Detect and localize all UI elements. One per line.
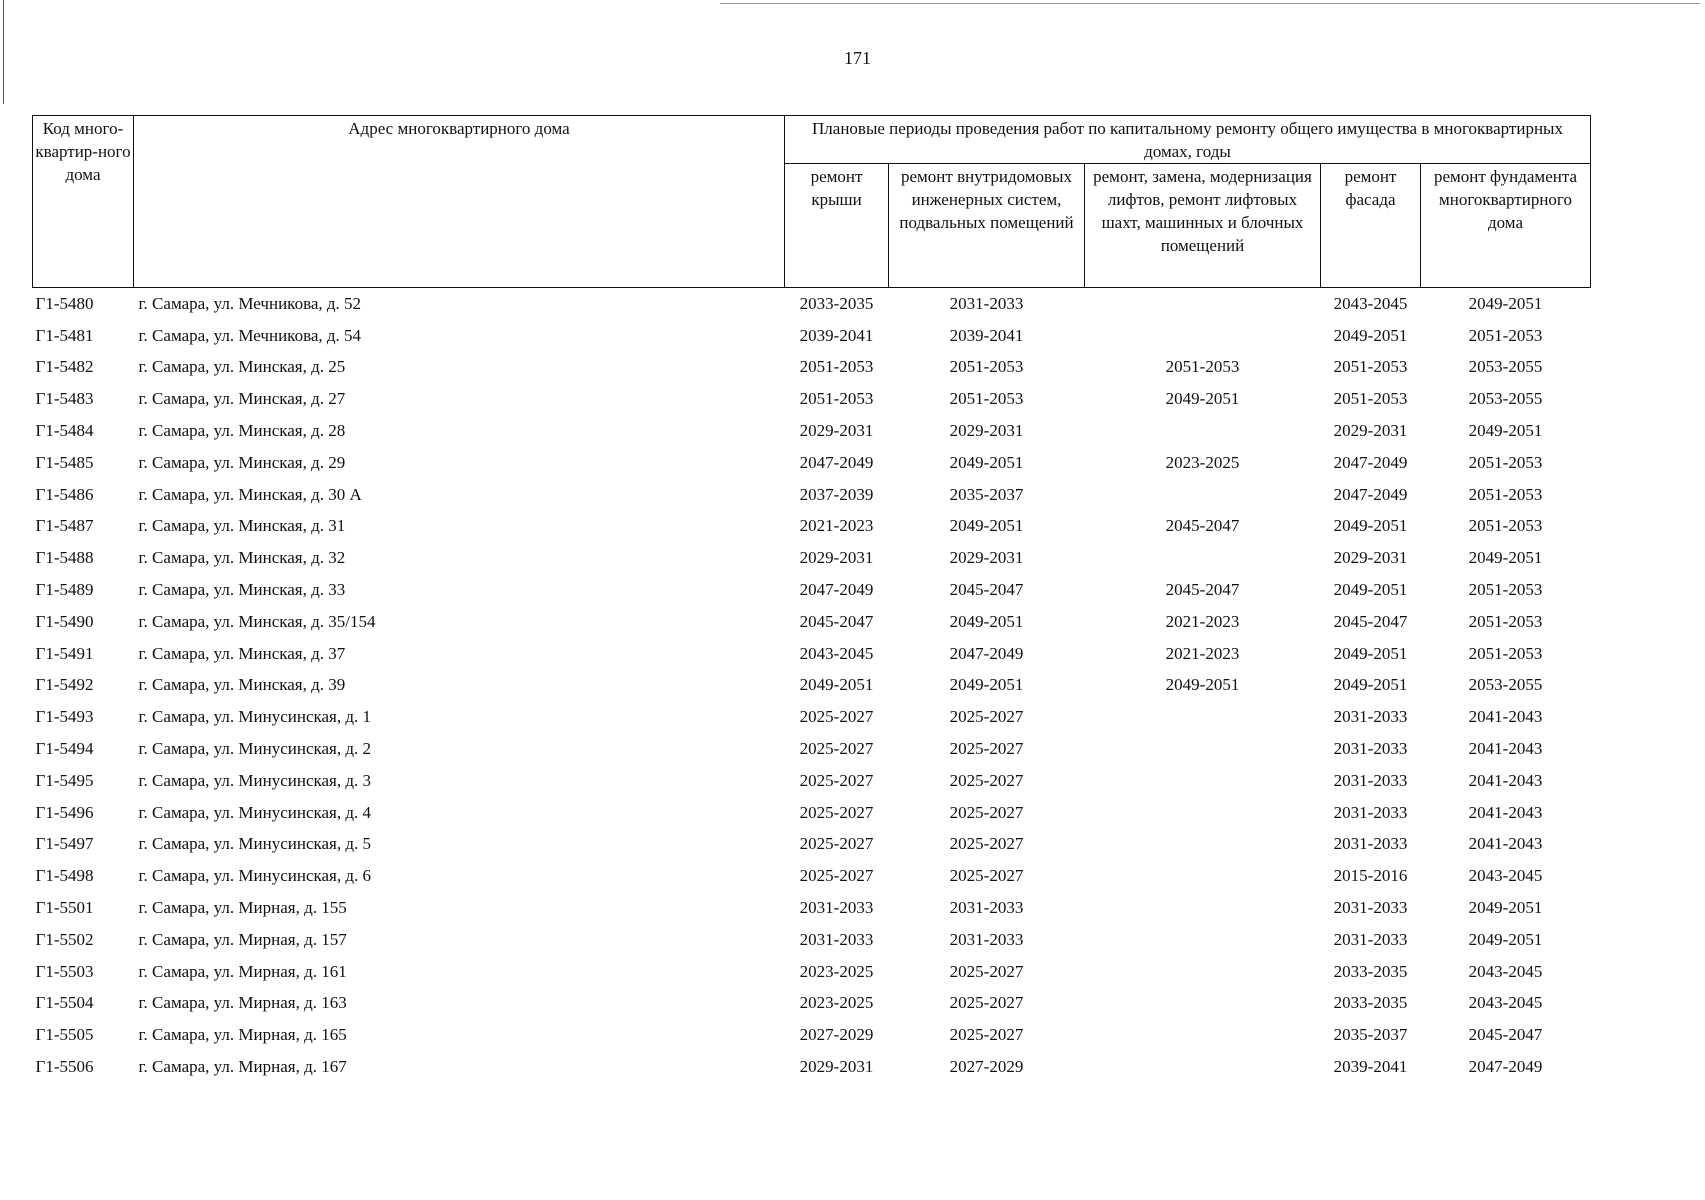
engineering-period-cell: 2025-2027 [949, 834, 1024, 854]
facade-period-cell: 2029-2031 [1333, 548, 1408, 568]
engineering-period-cell: 2025-2027 [949, 739, 1024, 759]
table-row [33, 892, 1591, 924]
facade-period-cell: 2031-2033 [1333, 802, 1408, 822]
address-cell: г. Самара, ул. Минусинская, д. 3 [138, 770, 372, 790]
table-row [33, 352, 1591, 384]
foundation-period-cell: 2041-2043 [1468, 739, 1543, 759]
column-group-header-periods: Плановые периоды проведения работ по капитальному ремонту общего имущества в многоквартирных домах, годы [785, 116, 1591, 164]
engineering-period-cell: 2025-2027 [949, 802, 1024, 822]
address-cell: г. Самара, ул. Минусинская, д. 6 [138, 866, 372, 886]
engineering-period-cell: 2049-2051 [949, 452, 1024, 472]
table-row [33, 542, 1591, 574]
lift-period-cell [1085, 288, 1321, 320]
roof-period-cell: 2047-2049 [799, 580, 874, 600]
lift-period-cell [1085, 924, 1321, 956]
table-row [33, 606, 1591, 638]
column-header-code: Код много-квартир-ного дома [33, 116, 134, 288]
engineering-period-cell: 2025-2027 [949, 993, 1024, 1013]
facade-period-cell: 2045-2047 [1333, 611, 1408, 631]
address-cell: г. Самара, ул. Минская, д. 27 [138, 389, 346, 409]
table-row [33, 1051, 1591, 1083]
engineering-period-cell: 2049-2051 [949, 675, 1024, 695]
lift-period-cell [1085, 765, 1321, 797]
house-code-cell: Г1-5487 [35, 516, 94, 536]
lift-period-cell: 2051-2053 [1165, 357, 1240, 377]
foundation-period-cell: 2041-2043 [1468, 834, 1543, 854]
table-row [33, 320, 1591, 352]
foundation-period-cell: 2051-2053 [1468, 611, 1543, 631]
engineering-period-cell: 2029-2031 [949, 421, 1024, 441]
house-code-cell: Г1-5505 [35, 1025, 94, 1045]
facade-period-cell: 2049-2051 [1333, 325, 1408, 345]
house-code-cell: Г1-5482 [35, 357, 94, 377]
house-code-cell: Г1-5494 [35, 739, 94, 759]
engineering-period-cell: 2025-2027 [949, 770, 1024, 790]
foundation-period-cell: 2045-2047 [1468, 1025, 1543, 1045]
address-cell: г. Самара, ул. Минская, д. 31 [138, 516, 346, 536]
table-row [33, 479, 1591, 511]
lift-period-cell [1085, 733, 1321, 765]
lift-period-cell [1085, 956, 1321, 988]
roof-period-cell: 2047-2049 [799, 452, 874, 472]
roof-period-cell: 2039-2041 [799, 325, 874, 345]
table-row [33, 733, 1591, 765]
house-code-cell: Г1-5484 [35, 421, 94, 441]
house-code-cell: Г1-5496 [35, 802, 94, 822]
repair-schedule-table [32, 115, 1591, 1083]
address-cell: г. Самара, ул. Минская, д. 33 [138, 580, 346, 600]
house-code-cell: Г1-5497 [35, 834, 94, 854]
house-code-cell: Г1-5501 [35, 898, 94, 918]
address-cell: г. Самара, ул. Мечникова, д. 52 [138, 293, 362, 313]
table-row [33, 765, 1591, 797]
lift-period-cell: 2023-2025 [1165, 452, 1240, 472]
roof-period-cell: 2051-2053 [799, 357, 874, 377]
engineering-period-cell: 2025-2027 [949, 1025, 1024, 1045]
foundation-period-cell: 2049-2051 [1468, 929, 1543, 949]
roof-period-cell: 2023-2025 [799, 993, 874, 1013]
address-cell: г. Самара, ул. Мирная, д. 167 [138, 1057, 347, 1077]
column-header-address: Адрес многоквартирного дома [134, 116, 785, 288]
address-cell: г. Самара, ул. Мирная, д. 161 [138, 961, 347, 981]
engineering-period-cell: 2051-2053 [949, 389, 1024, 409]
house-code-cell: Г1-5491 [35, 643, 94, 663]
foundation-period-cell: 2051-2053 [1468, 452, 1543, 472]
roof-period-cell: 2051-2053 [799, 389, 874, 409]
facade-period-cell: 2033-2035 [1333, 961, 1408, 981]
page-number: 171 [844, 48, 871, 68]
foundation-period-cell: 2041-2043 [1468, 770, 1543, 790]
engineering-period-cell: 2025-2027 [949, 866, 1024, 886]
table-row [33, 956, 1591, 988]
facade-period-cell: 2047-2049 [1333, 452, 1408, 472]
facade-period-cell: 2049-2051 [1333, 675, 1408, 695]
roof-period-cell: 2027-2029 [799, 1025, 874, 1045]
foundation-period-cell: 2043-2045 [1468, 993, 1543, 1013]
engineering-period-cell: 2027-2029 [949, 1057, 1024, 1077]
address-cell: г. Самара, ул. Минусинская, д. 1 [138, 707, 372, 727]
roof-period-cell: 2025-2027 [799, 802, 874, 822]
address-cell: г. Самара, ул. Мирная, д. 163 [138, 993, 347, 1013]
facade-period-cell: 2031-2033 [1333, 707, 1408, 727]
foundation-period-cell: 2053-2055 [1468, 389, 1543, 409]
facade-period-cell: 2049-2051 [1333, 516, 1408, 536]
roof-period-cell: 2025-2027 [799, 834, 874, 854]
roof-period-cell: 2037-2039 [799, 484, 874, 504]
engineering-period-cell: 2035-2037 [949, 484, 1024, 504]
lift-period-cell [1085, 320, 1321, 352]
foundation-period-cell: 2051-2053 [1468, 516, 1543, 536]
address-cell: г. Самара, ул. Минская, д. 32 [138, 548, 346, 568]
scan-top-line [720, 3, 1700, 4]
facade-period-cell: 2049-2051 [1333, 580, 1408, 600]
house-code-cell: Г1-5486 [35, 484, 94, 504]
foundation-period-cell: 2041-2043 [1468, 707, 1543, 727]
facade-period-cell: 2031-2033 [1333, 739, 1408, 759]
engineering-period-cell: 2049-2051 [949, 516, 1024, 536]
facade-period-cell: 2031-2033 [1333, 898, 1408, 918]
table-body [33, 288, 1591, 1083]
address-cell: г. Самара, ул. Мирная, д. 157 [138, 929, 347, 949]
address-cell: г. Самара, ул. Минская, д. 28 [138, 421, 346, 441]
table-row [33, 383, 1591, 415]
foundation-period-cell: 2049-2051 [1468, 293, 1543, 313]
roof-period-cell: 2029-2031 [799, 548, 874, 568]
facade-period-cell: 2031-2033 [1333, 770, 1408, 790]
address-cell: г. Самара, ул. Минусинская, д. 5 [138, 834, 372, 854]
column-header-engineering: ремонт внутридомовых инженерных систем, подвальных помещений [889, 164, 1085, 288]
address-cell: г. Самара, ул. Мирная, д. 155 [138, 898, 347, 918]
lift-period-cell: 2021-2023 [1165, 643, 1240, 663]
house-code-cell: Г1-5490 [35, 611, 94, 631]
house-code-cell: Г1-5481 [35, 325, 94, 345]
house-code-cell: Г1-5483 [35, 389, 94, 409]
lift-period-cell [1085, 479, 1321, 511]
roof-period-cell: 2029-2031 [799, 421, 874, 441]
foundation-period-cell: 2051-2053 [1468, 580, 1543, 600]
column-header-facade: ремонт фасада [1321, 164, 1421, 288]
house-code-cell: Г1-5492 [35, 675, 94, 695]
house-code-cell: Г1-5502 [35, 929, 94, 949]
house-code-cell: Г1-5504 [35, 993, 94, 1013]
roof-period-cell: 2029-2031 [799, 1057, 874, 1077]
address-cell: г. Самара, ул. Минусинская, д. 2 [138, 739, 372, 759]
table-header [33, 116, 1591, 288]
facade-period-cell: 2031-2033 [1333, 929, 1408, 949]
lift-period-cell: 2045-2047 [1165, 516, 1240, 536]
roof-period-cell: 2023-2025 [799, 961, 874, 981]
house-code-cell: Г1-5493 [35, 707, 94, 727]
engineering-period-cell: 2039-2041 [949, 325, 1024, 345]
foundation-period-cell: 2043-2045 [1468, 961, 1543, 981]
facade-period-cell: 2039-2041 [1333, 1057, 1408, 1077]
lift-period-cell [1085, 542, 1321, 574]
engineering-period-cell: 2045-2047 [949, 580, 1024, 600]
engineering-period-cell: 2047-2049 [949, 643, 1024, 663]
lift-period-cell: 2021-2023 [1165, 611, 1240, 631]
roof-period-cell: 2025-2027 [799, 739, 874, 759]
roof-period-cell: 2031-2033 [799, 898, 874, 918]
house-code-cell: Г1-5485 [35, 452, 94, 472]
foundation-period-cell: 2051-2053 [1468, 325, 1543, 345]
house-code-cell: Г1-5506 [35, 1057, 94, 1077]
lift-period-cell: 2049-2051 [1165, 675, 1240, 695]
table-row [33, 638, 1591, 670]
house-code-cell: Г1-5489 [35, 580, 94, 600]
address-cell: г. Самара, ул. Минская, д. 39 [138, 675, 346, 695]
facade-period-cell: 2015-2016 [1333, 866, 1408, 886]
table-row [33, 1019, 1591, 1051]
lift-period-cell [1085, 701, 1321, 733]
lift-period-cell [1085, 797, 1321, 829]
foundation-period-cell: 2049-2051 [1468, 898, 1543, 918]
roof-period-cell: 2025-2027 [799, 866, 874, 886]
engineering-period-cell: 2031-2033 [949, 898, 1024, 918]
facade-period-cell: 2043-2045 [1333, 293, 1408, 313]
foundation-period-cell: 2053-2055 [1468, 357, 1543, 377]
lift-period-cell [1085, 1019, 1321, 1051]
table-row [33, 797, 1591, 829]
table-row [33, 670, 1591, 702]
foundation-period-cell: 2047-2049 [1468, 1057, 1543, 1077]
foundation-period-cell: 2051-2053 [1468, 484, 1543, 504]
address-cell: г. Самара, ул. Минусинская, д. 4 [138, 802, 372, 822]
column-header-foundation: ремонт фундамента многоквартирного дома [1421, 164, 1591, 288]
lift-period-cell [1085, 988, 1321, 1020]
table-row [33, 511, 1591, 543]
roof-period-cell: 2031-2033 [799, 929, 874, 949]
facade-period-cell: 2031-2033 [1333, 834, 1408, 854]
table-row [33, 829, 1591, 861]
roof-period-cell: 2049-2051 [799, 675, 874, 695]
roof-period-cell: 2043-2045 [799, 643, 874, 663]
lift-period-cell [1085, 415, 1321, 447]
address-cell: г. Самара, ул. Мирная, д. 165 [138, 1025, 347, 1045]
lift-period-cell [1085, 1051, 1321, 1083]
facade-period-cell: 2029-2031 [1333, 421, 1408, 441]
address-cell: г. Самара, ул. Минская, д. 35/154 [138, 611, 376, 631]
engineering-period-cell: 2025-2027 [949, 961, 1024, 981]
lift-period-cell: 2045-2047 [1165, 580, 1240, 600]
column-header-roof: ремонт крыши [785, 164, 889, 288]
foundation-period-cell: 2049-2051 [1468, 548, 1543, 568]
engineering-period-cell: 2031-2033 [949, 929, 1024, 949]
lift-period-cell [1085, 892, 1321, 924]
house-code-cell: Г1-5503 [35, 961, 94, 981]
table-row [33, 860, 1591, 892]
facade-period-cell: 2033-2035 [1333, 993, 1408, 1013]
roof-period-cell: 2021-2023 [799, 516, 874, 536]
table-row [33, 924, 1591, 956]
engineering-period-cell: 2031-2033 [949, 293, 1024, 313]
address-cell: г. Самара, ул. Минская, д. 37 [138, 643, 346, 663]
engineering-period-cell: 2029-2031 [949, 548, 1024, 568]
house-code-cell: Г1-5495 [35, 770, 94, 790]
lift-period-cell [1085, 860, 1321, 892]
house-code-cell: Г1-5488 [35, 548, 94, 568]
foundation-period-cell: 2043-2045 [1468, 866, 1543, 886]
house-code-cell: Г1-5480 [35, 293, 94, 313]
table-row [33, 988, 1591, 1020]
table-row [33, 447, 1591, 479]
roof-period-cell: 2025-2027 [799, 707, 874, 727]
foundation-period-cell: 2049-2051 [1468, 421, 1543, 441]
facade-period-cell: 2049-2051 [1333, 643, 1408, 663]
roof-period-cell: 2033-2035 [799, 293, 874, 313]
foundation-period-cell: 2051-2053 [1468, 643, 1543, 663]
roof-period-cell: 2045-2047 [799, 611, 874, 631]
table-row [33, 701, 1591, 733]
engineering-period-cell: 2049-2051 [949, 611, 1024, 631]
address-cell: г. Самара, ул. Минская, д. 25 [138, 357, 346, 377]
column-header-lifts: ремонт, замена, модернизация лифтов, ремонт лифтовых шахт, машинных и блочных помещений [1085, 164, 1321, 288]
roof-period-cell: 2025-2027 [799, 770, 874, 790]
lift-period-cell [1085, 829, 1321, 861]
lift-period-cell: 2049-2051 [1165, 389, 1240, 409]
address-cell: г. Самара, ул. Мечникова, д. 54 [138, 325, 362, 345]
address-cell: г. Самара, ул. Минская, д. 30 А [138, 484, 362, 504]
facade-period-cell: 2051-2053 [1333, 357, 1408, 377]
facade-period-cell: 2035-2037 [1333, 1025, 1408, 1045]
facade-period-cell: 2051-2053 [1333, 389, 1408, 409]
facade-period-cell: 2047-2049 [1333, 484, 1408, 504]
foundation-period-cell: 2053-2055 [1468, 675, 1543, 695]
engineering-period-cell: 2051-2053 [949, 357, 1024, 377]
address-cell: г. Самара, ул. Минская, д. 29 [138, 452, 346, 472]
house-code-cell: Г1-5498 [35, 866, 94, 886]
table-row [33, 288, 1591, 320]
table-row [33, 574, 1591, 606]
table-row [33, 415, 1591, 447]
foundation-period-cell: 2041-2043 [1468, 802, 1543, 822]
engineering-period-cell: 2025-2027 [949, 707, 1024, 727]
